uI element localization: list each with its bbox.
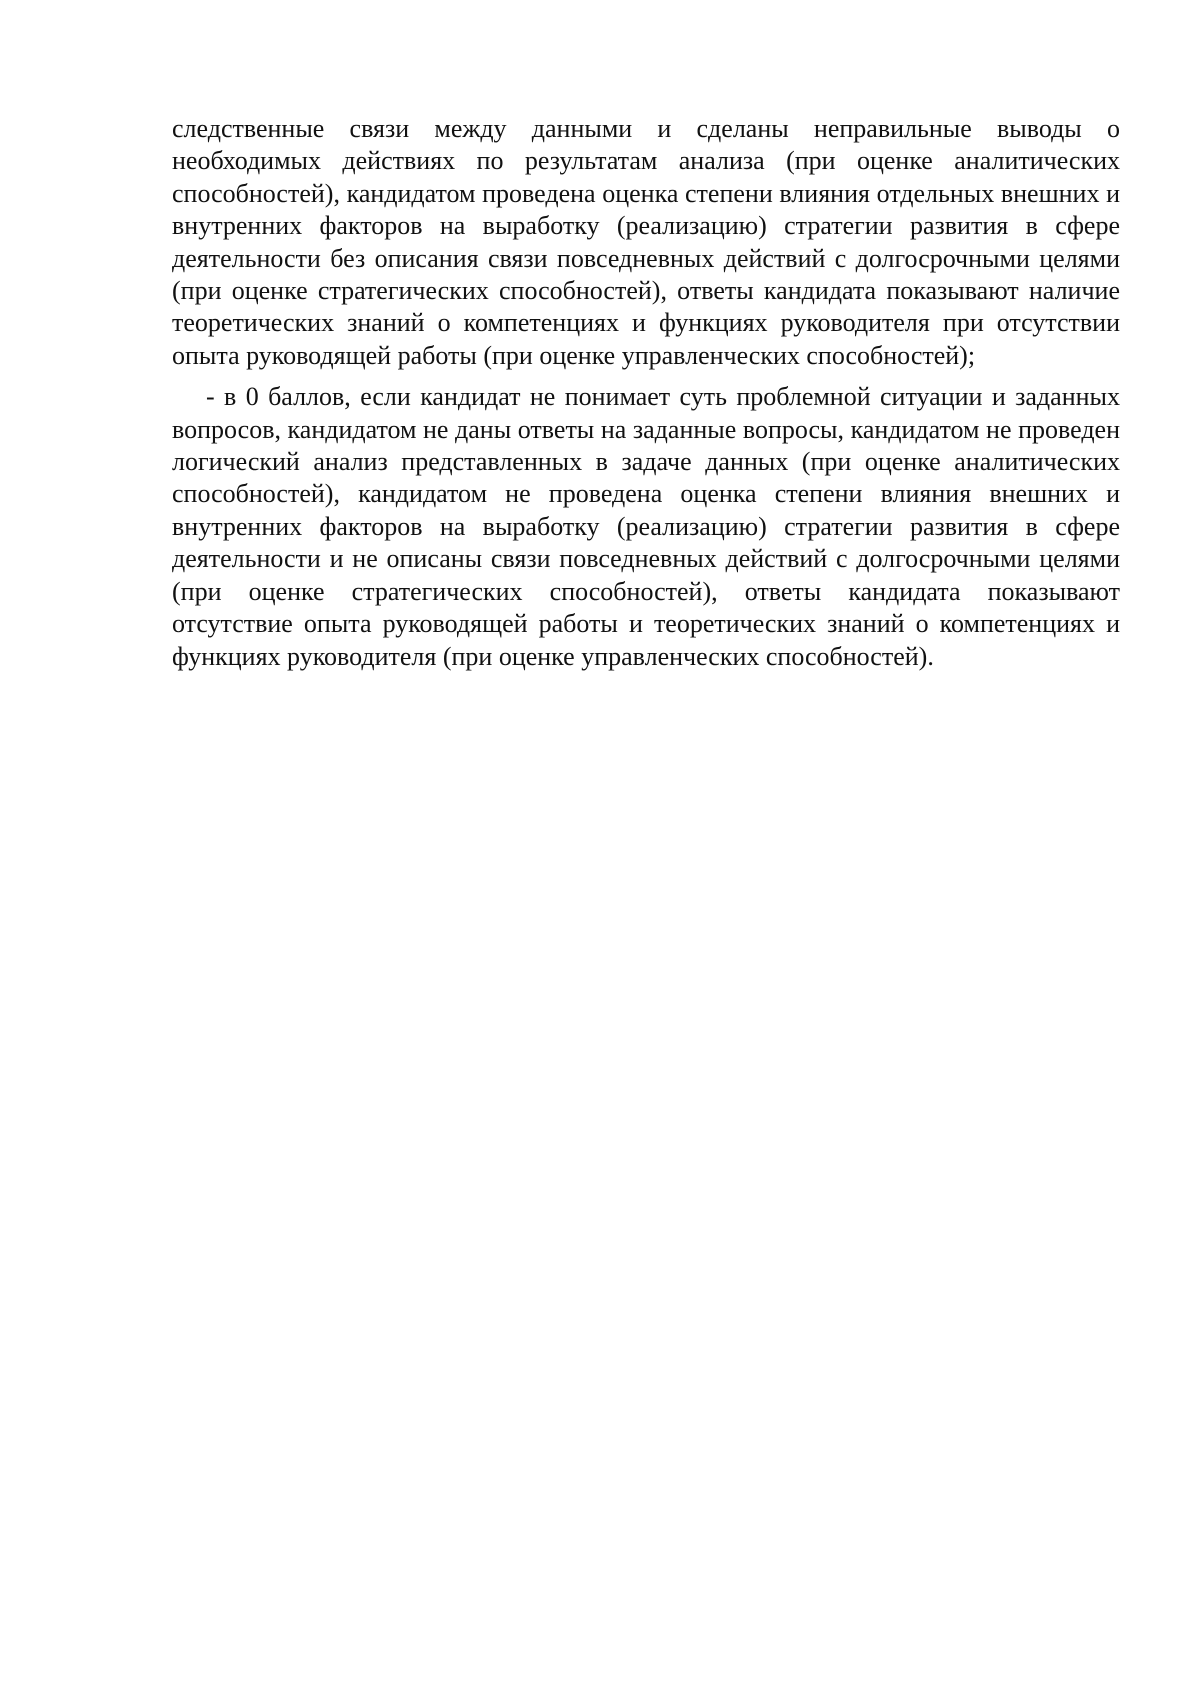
document-body bbox=[172, 113, 1120, 673]
paragraph-continued: следственные связи между данными и сделаны неправильные выводы о необходимых действиях по результатам анализа (при оценке аналитических способностей), кандидатом проведена оценка степени влияния отдельных внешних и внутренних факторов на выработку (реализацию) стратегии развития в сфере деятельности без описания связи повседневных действий с долгосрочными целями (при оценке стратегических способностей), ответы кандидата показывают наличие теоретических знаний о компетенциях и функциях руководителя при отсутствии опыта руководящей работы (при оценке управленческих способностей); bbox=[172, 114, 1120, 370]
paragraph-zero-points: - в 0 баллов, если кандидат не понимает суть проблемной ситуации и заданных вопросов, кандидатом не даны ответы на заданные вопросы, кандидатом не проведен логический анализ представленных в задаче данных (при оценке аналитических способностей), кандидатом не проведена оценка степени влияния внешних и внутренних факторов на выработку (реализацию) стратегии развития в сфере деятельности и не описаны связи повседневных действий с долгосрочными целями (при оценке стратегических способностей), ответы кандидата показывают отсутствие опыта руководящей работы и теоретических знаний о компетенциях и функциях руководителя (при оценке управленческих способностей). bbox=[172, 382, 1120, 671]
